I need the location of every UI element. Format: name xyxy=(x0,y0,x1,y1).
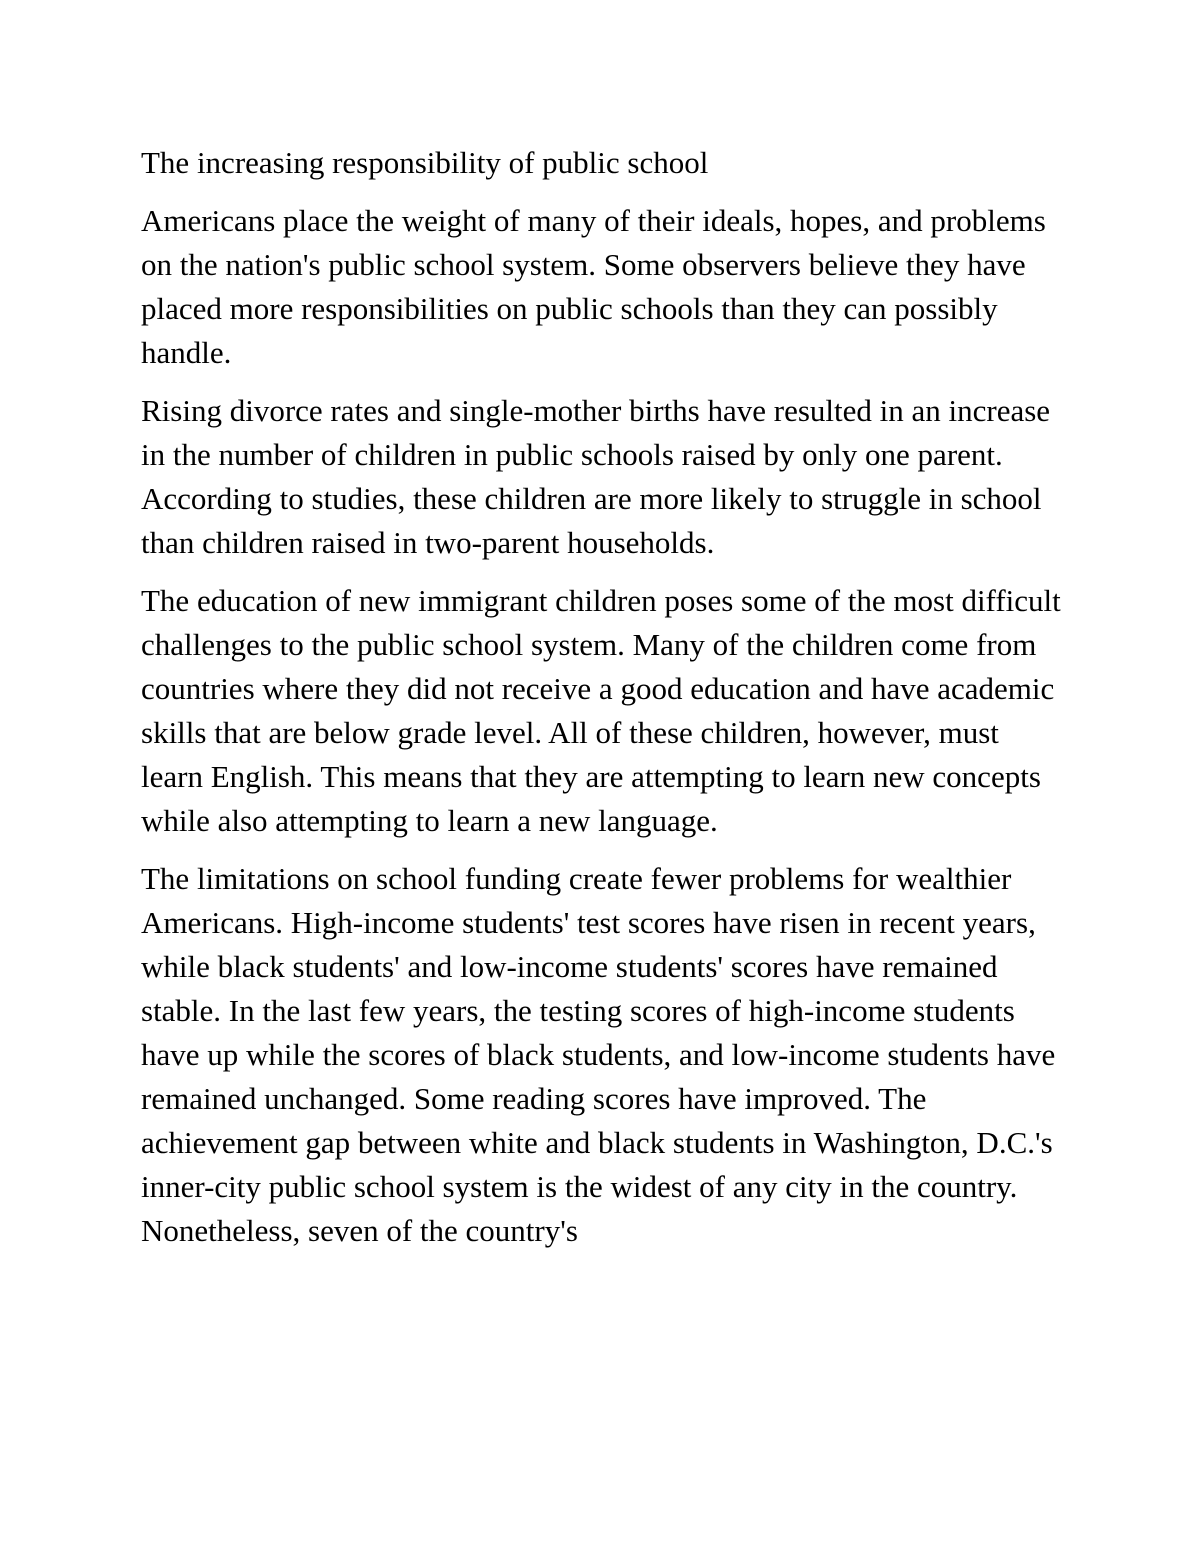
document-body xyxy=(141,141,1061,1267)
paragraph-1: Americans place the weight of many of their ideals, hopes, and problems on the nation's public school system. Some observers believe they have placed more responsibilities on public schools than they can possibly handle. xyxy=(141,203,1046,370)
paragraph-2: Rising divorce rates and single-mother births have resulted in an increase in the number of children in public schools raised by only one parent. According to studies, these children are more likely to struggle in school than children raised in two-parent households. xyxy=(141,393,1051,560)
paragraph-3: The education of new immigrant children poses some of the most difficult challenges to the public school system. Many of the children come from countries where they did not receive a good education and have academic skills that are below grade level. All of these children, however, must learn English. This means that they are attempting to learn new concepts while also attempting to learn a new language. xyxy=(141,583,1061,838)
paragraph-4: The limitations on school funding create fewer problems for wealthier Americans. High-income students' test scores have risen in recent years, while black students' and low-income students' scores have remained stable. In the last few years, the testing scores of high-income students have up while the scores of black students, and low-income students have remained unchanged. Some reading scores have improved. The achievement gap between white and black students in Washington, D.C.'s inner-city public school system is the widest of any city in the country. Nonetheless, seven of the country's xyxy=(141,861,1056,1248)
document-title: The increasing responsibility of public school xyxy=(141,145,709,180)
